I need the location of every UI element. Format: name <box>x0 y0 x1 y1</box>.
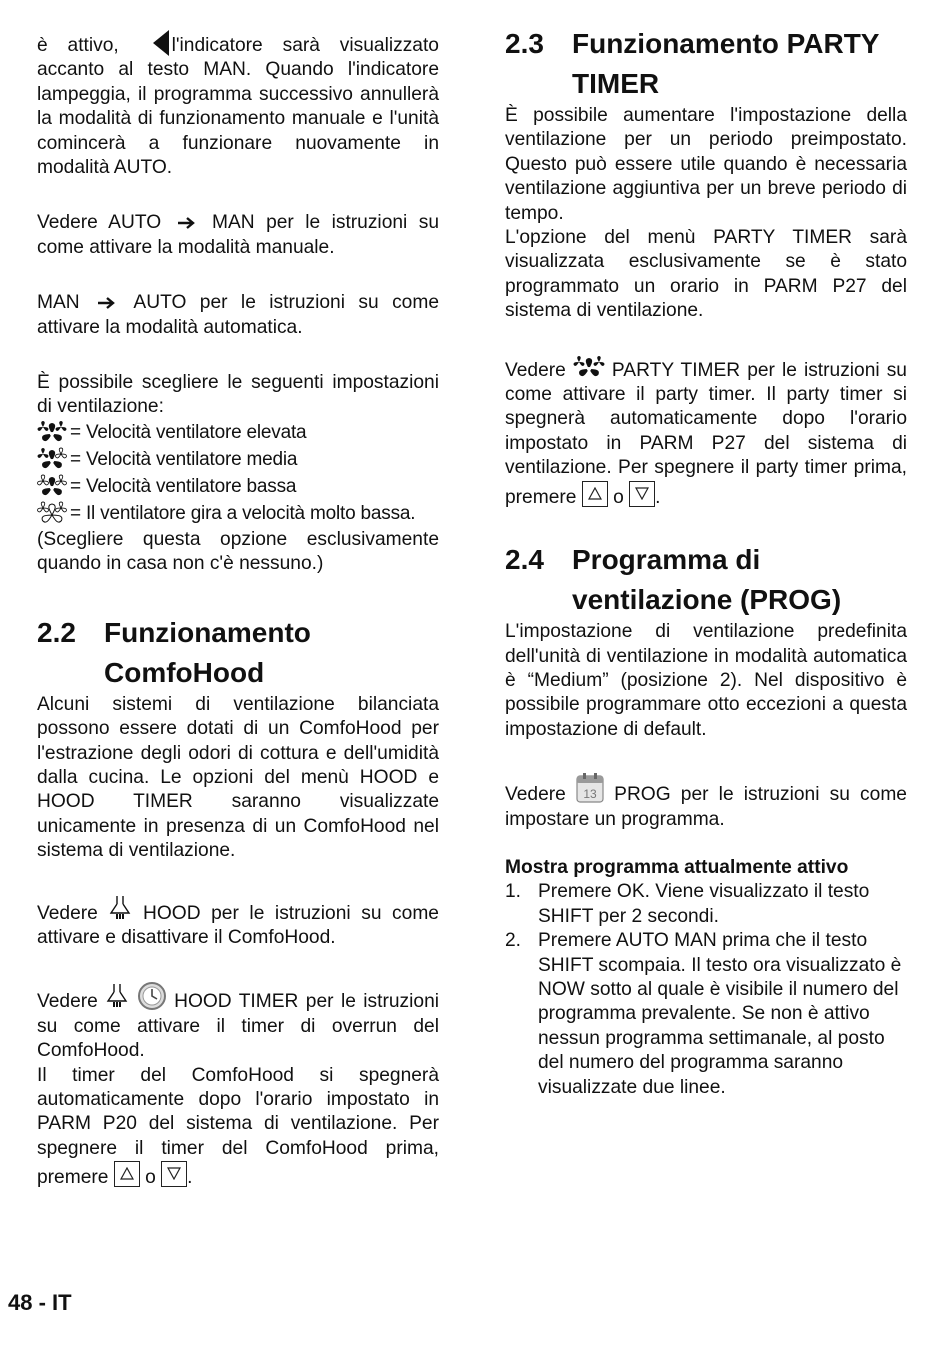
hood-icon <box>108 895 132 921</box>
step-text: Premere AUTO MAN prima che il testo SHIFT scompaia. Il testo ora visualizzato è NOW sotto al quale è visibile il numero del programma prevalente. Se non è attivo nessun programma settimanale, al posto del numero del programma saranno visualizzate due linee. <box>538 930 902 1098</box>
paragraph-note: (Scegliere questa opzione esclusivamente quando in casa non c'è nessuno.) <box>37 528 439 575</box>
text-span: PROG per le istruzioni su come impostare un programma. <box>505 784 907 830</box>
hood-icon <box>105 983 129 1009</box>
paragraph-party-timer <box>505 355 907 510</box>
text-span: Vedere <box>505 359 566 381</box>
right-column <box>505 30 907 1100</box>
paragraph-man-auto <box>37 291 439 340</box>
fan-level-label: = Velocità ventilatore elevata <box>70 422 307 444</box>
paragraph-auto-man <box>37 211 439 260</box>
fan-level-label: = Velocità ventilatore bassa <box>70 476 297 498</box>
fan-level-high <box>37 420 439 447</box>
text-span: Vedere <box>37 902 98 924</box>
step-number: 2. <box>505 930 522 952</box>
fan-low-icon <box>37 474 67 500</box>
text-span: è attivo, <box>37 35 119 56</box>
text-span: o <box>145 1167 156 1189</box>
calendar-icon <box>576 773 604 803</box>
fan-very-low-icon <box>37 501 67 527</box>
fan-level-very-low <box>37 501 439 528</box>
arrow-right-icon <box>96 296 118 310</box>
step-text: Premere OK. Viene visualizzato il testo SHIFT per 2 secondi. <box>538 881 870 927</box>
fan-level-low <box>37 474 439 501</box>
paragraph-hood <box>37 895 439 951</box>
section-number: 2.4 <box>505 544 544 576</box>
paragraph-prog-intro: L'impostazione di ventilazione predefinita dell'unità di ventilazione in modalità automatica è “Medium” (posizione 2). Nel dispositivo è possibile programmare otto eccezioni a questa impostazione di default. <box>505 621 907 740</box>
fan-medium-icon <box>37 447 67 473</box>
timer-clock-icon <box>137 981 167 1011</box>
text-span: o <box>613 486 624 508</box>
section-number: 2.2 <box>37 616 76 648</box>
subheading-active-program: Mostra programma attualmente attivo <box>505 856 849 878</box>
down-key <box>629 481 655 507</box>
section-number: 2.3 <box>505 28 544 59</box>
section-title: Funzionamento PARTY TIMER <box>572 28 879 99</box>
up-key <box>582 481 608 507</box>
paragraph-hood-timer-off <box>37 1064 439 1191</box>
paragraph-prog <box>505 773 907 832</box>
up-triangle-icon <box>120 1167 134 1180</box>
fan-level-label: = Il ventilatore gira a velocità molto bassa. <box>70 503 416 525</box>
up-key <box>114 1161 140 1187</box>
page-number: 48 - IT <box>8 1290 72 1315</box>
step-number: 1. <box>505 881 522 903</box>
arrow-right-icon <box>176 216 198 230</box>
text-span: PARTY TIMER per le istruzioni su come attivare il party timer. Il party timer si spegnerà automaticamente dopo l'orario impostato in PARM P27 del sistema di ventilazione. Per spegnere il party timer prima, premere <box>505 359 907 508</box>
text-span: AUTO per le istruzioni su come attivare la modalità automatica. <box>37 292 439 338</box>
list-item <box>505 880 907 929</box>
text-span: Vedere <box>37 991 98 1013</box>
fan-level-medium <box>37 447 439 474</box>
text-span: . <box>655 486 661 508</box>
steps-list <box>505 880 907 1100</box>
up-triangle-icon <box>588 487 602 500</box>
down-triangle-icon <box>167 1167 181 1180</box>
calendar-day: 13 <box>583 787 597 802</box>
indicator-arrow-icon <box>151 30 171 56</box>
text-span: MAN per le istruzioni su come attivare la modalità manuale. <box>37 212 439 258</box>
section-heading-2-2 <box>37 613 439 693</box>
text-span: Vedere AUTO <box>37 212 162 234</box>
text-span: l'indicatore sarà visualizzato accanto al testo MAN. Quando l'indicatore lampeggia, il programma successivo annullerà la modalità di funzionamento manuale e l'unità comincerà a funzionare nuovamente in modalità AUTO. <box>37 35 439 179</box>
left-column <box>37 30 439 1191</box>
section-title: Funzionamento ComfoHood <box>104 616 311 688</box>
down-triangle-icon <box>635 487 649 500</box>
paragraph-party-option: L'opzione del menù PARTY TIMER sarà visualizzata esclusivamente se è stato programmato un orario in PARM P27 del sistema di ventilazione. <box>505 227 907 322</box>
paragraph-indicator <box>37 30 439 180</box>
text-span: . <box>187 1167 193 1189</box>
paragraph-hood-timer <box>37 981 439 1063</box>
section-title: Programma di ventilazione (PROG) <box>572 544 842 616</box>
fan-high-icon <box>37 420 67 446</box>
list-item <box>505 929 907 1100</box>
section-heading-2-3 <box>505 24 907 104</box>
down-key <box>161 1161 187 1187</box>
text-span: MAN <box>37 292 80 314</box>
party-fan-icon <box>573 355 605 381</box>
paragraph-settings-intro: È possibile scegliere le seguenti impostazioni di ventilazione: <box>37 372 439 418</box>
fan-level-label: = Velocità ventilatore media <box>70 449 298 471</box>
text-span: HOOD per le istruzioni su come attivare e disattivare il ComfoHood. <box>37 902 439 948</box>
section-heading-2-4 <box>505 540 907 620</box>
text-span: Il timer del ComfoHood si spegnerà automaticamente dopo l'orario impostato in PARM P20 del sistema di ventilazione. Per spegnere il timer del ComfoHood prima, premere <box>37 1064 439 1189</box>
text-span: Vedere <box>505 784 566 806</box>
paragraph-party-intro: È possibile aumentare l'impostazione della ventilazione per un periodo preimpostato. Questo può essere utile quando è necessaria ventilazione aggiuntiva per un breve periodo di tempo. <box>505 105 907 224</box>
text-span: HOOD TIMER per le istruzioni su come attivare il timer di overrun del ComfoHood. <box>37 991 440 1062</box>
paragraph-comfohood-intro: Alcuni sistemi di ventilazione bilanciata possono essere dotati di un ComfoHood per l'estrazione degli odori di cottura e dell'umidità dalla cucina. Le opzioni del menù HOOD e HOOD TIMER saranno visualizzate unicamente in presenza di un ComfoHood nel sistema di ventilazione. <box>37 693 439 862</box>
